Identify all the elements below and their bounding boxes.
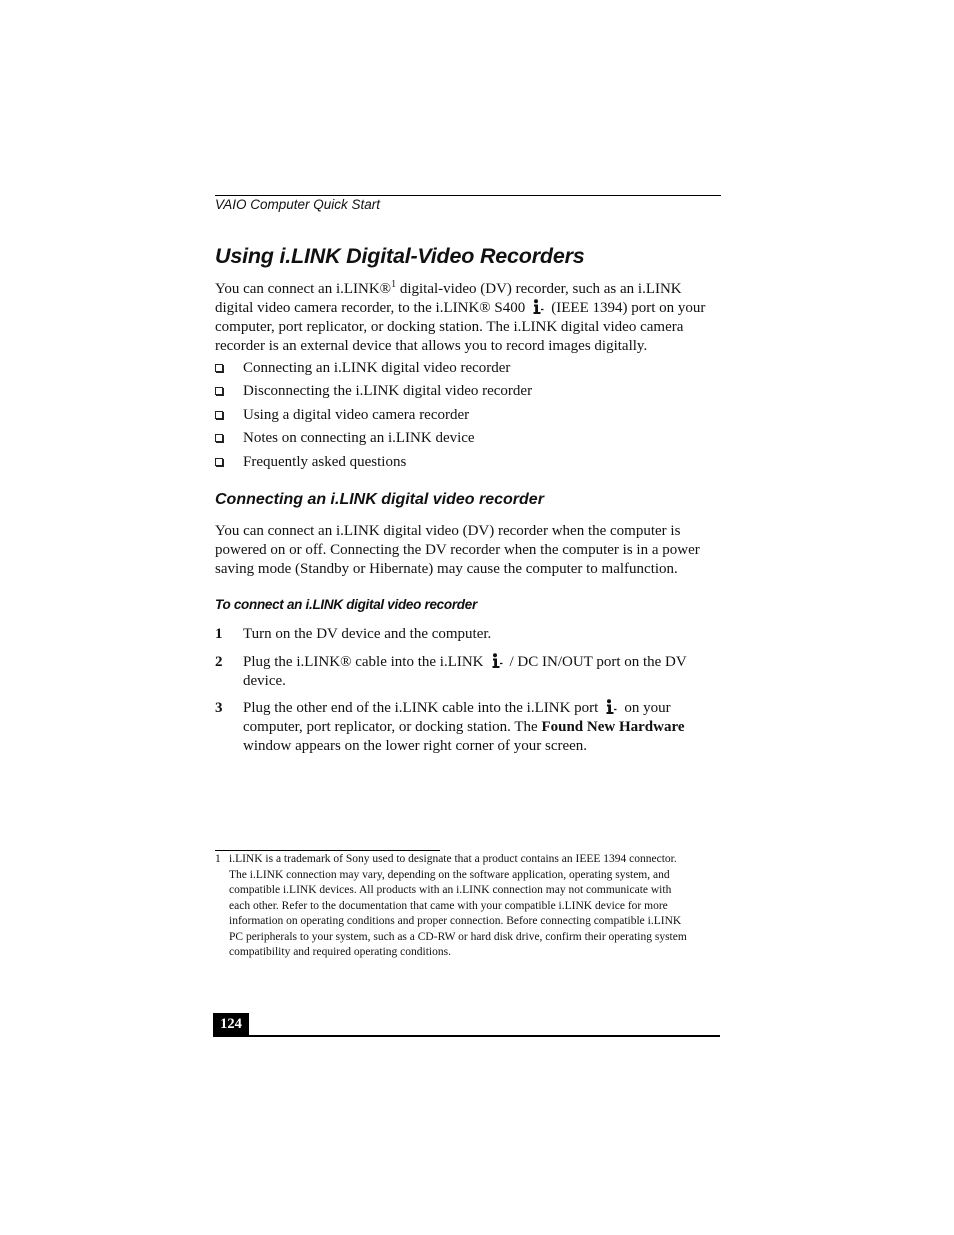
footnote-ref: 1 — [391, 279, 397, 290]
footer-rule — [213, 1035, 720, 1037]
intro-rest: computer, port replicator, or docking station. The i.LINK digital video camera recorder is an external device that allows you to record images digitally. — [215, 319, 684, 354]
running-header: VAIO Computer Quick Start — [215, 197, 381, 212]
checkbox-bullet-icon — [215, 364, 223, 372]
list-item[interactable]: Notes on connecting an i.LINK device — [215, 429, 721, 452]
footnote-number: 1 — [215, 853, 221, 865]
intro-paragraph — [215, 280, 721, 356]
subsection-body: You can connect an i.LINK digital video (DV) recorder when the computer is powered on or off. Connecting the DV recorder when the computer is in a power saving mode (Standby or Hibernate) may cause the computer to malfunction. — [215, 523, 700, 577]
ilink-icon — [531, 299, 545, 315]
intro-line2-b: (IEEE 1394) port on your — [551, 300, 706, 316]
checkbox-bullet-icon — [215, 434, 223, 442]
list-item[interactable]: Connecting an i.LINK digital video recorder — [215, 359, 721, 382]
list-item[interactable]: Using a digital video camera recorder — [215, 406, 721, 429]
step-3 — [215, 699, 721, 756]
ilink-icon — [490, 653, 504, 669]
footnote-rule — [215, 850, 440, 851]
found-new-hardware-label: Found New Hardware — [541, 719, 685, 735]
intro-line2-a: digital video camera recorder, to the i.LINK® S400 — [215, 300, 526, 316]
topic-list — [215, 359, 721, 476]
procedure-title: To connect an i.LINK digital video recorder — [215, 597, 477, 612]
list-item[interactable]: Frequently asked questions — [215, 453, 721, 476]
checkbox-bullet-icon — [215, 411, 223, 419]
page-number: 124 — [220, 1016, 242, 1032]
step-number: 1 — [215, 626, 223, 642]
step-number: 3 — [215, 700, 223, 716]
checkbox-bullet-icon — [215, 387, 223, 395]
footnote — [215, 852, 695, 961]
step-text: Turn on the DV device and the computer. — [243, 626, 492, 642]
step-text: Plug the i.LINK® cable into the i.LINK / DC IN/OUT port on the DV device. — [243, 654, 687, 689]
list-item[interactable]: Disconnecting the i.LINK digital video recorder — [215, 382, 721, 405]
step-1 — [215, 625, 721, 644]
intro-line1-a: You can connect an i.LINK® — [215, 281, 392, 297]
intro-line1-b: digital-video (DV) recorder, such as an i.LINK — [396, 281, 682, 297]
step-text: Plug the other end of the i.LINK cable into the i.LINK port on your computer, port replicator, or docking station. The Found New Hardware window appears on the lower right corner of your screen. — [243, 700, 685, 754]
page-title: Using i.LINK Digital-Video Recorders — [215, 244, 585, 268]
footnote-text: i.LINK is a trademark of Sony used to designate that a product contains an IEEE 1394 connector. The i.LINK connection may vary, depending on the software application, operating system, and compatible i.LINK devices. All products with an i.LINK connection may not communicate with each other. Refer to the documentation that came with your compatible i.LINK device for more information on operating conditions and proper connection. Before connecting compatible i.LINK PC peripherals to your system, such as a CD-RW or hard disk drive, confirm their operating system compatibility and required operating conditions. — [229, 853, 687, 958]
subsection-title: Connecting an i.LINK digital video recorder — [215, 491, 544, 508]
step-2 — [215, 653, 721, 691]
checkbox-bullet-icon — [215, 458, 223, 466]
ilink-icon — [604, 699, 618, 715]
step-number: 2 — [215, 654, 223, 670]
header-rule — [215, 195, 721, 196]
